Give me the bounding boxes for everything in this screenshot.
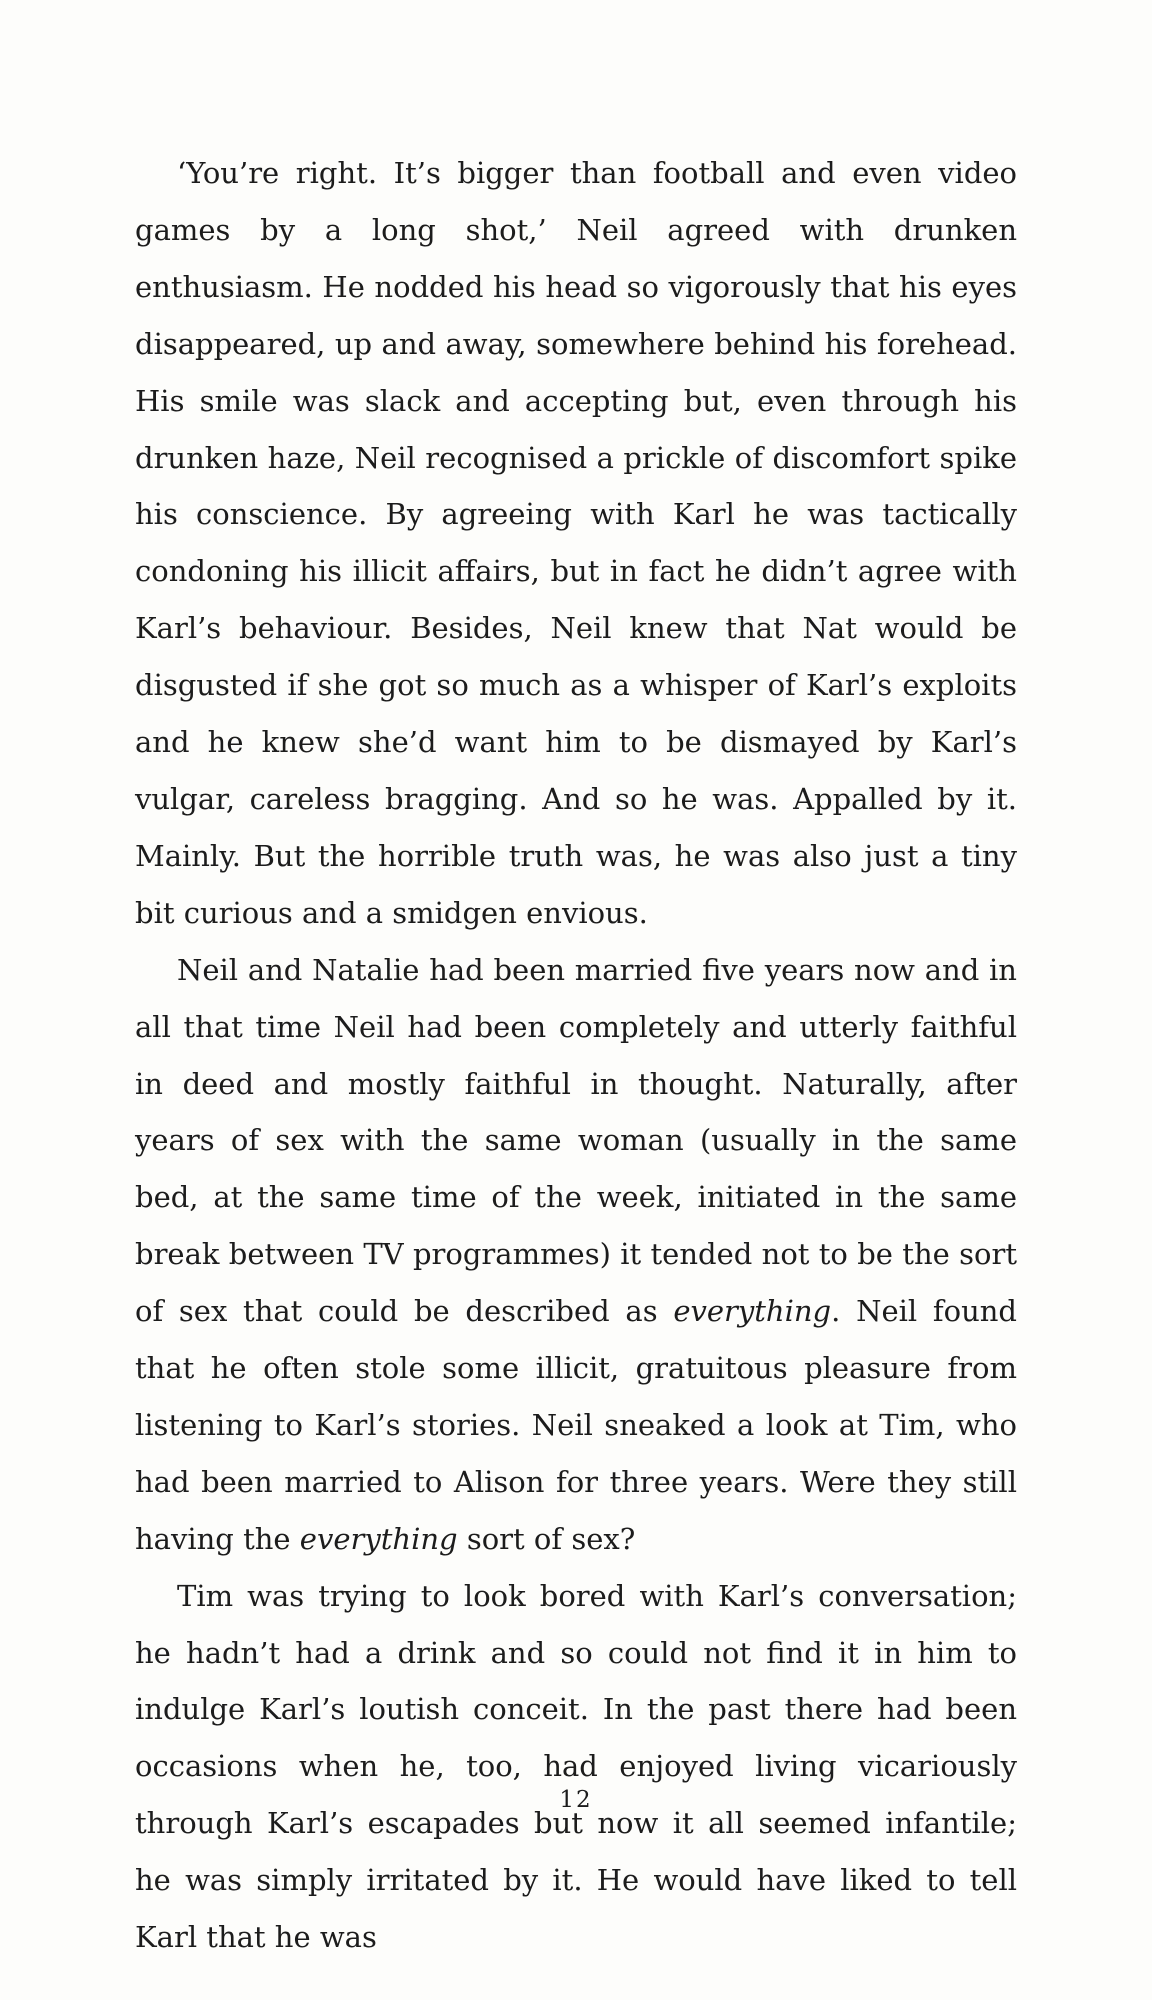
paragraph-2-text-c: sort of sex? xyxy=(457,1521,636,1556)
page-body xyxy=(135,145,1017,1966)
paragraph-3 xyxy=(135,1568,1017,1966)
paragraph-3-text: Tim was trying to look bored with Karl’s conversation; he hadn’t had a drink and so could not find it in him to indulge Karl’s loutish conceit. In the past there had been occasions when he, too, had enjoyed living vicariously through Karl’s escapades but now it all seemed infantile; he was simply irritated by it. He would have liked to tell Karl that he was xyxy=(135,1578,1017,1955)
paragraph-2-italic-everything-2: everything xyxy=(299,1521,458,1556)
page-number: 12 xyxy=(559,1787,593,1813)
paragraph-1-text: ‘You’re right. It’s bigger than football and even video games by a long shot,’ Neil agreed with drunken enthusiasm. He nodded his head so vigorously that his eyes disappeared, up and away, somewhere behind his forehead. His smile was slack and accepting but, even through his drunken haze, Neil recognised a prickle of discomfort spike his conscience. By agreeing with Karl he was tactically condoning his illicit affairs, but in fact he didn’t agree with Karl’s behaviour. Besides, Neil knew that Nat would be disgusted if she got so much as a whisper of Karl’s exploits and he knew she’d want him to be dismayed by Karl’s vulgar, careless bragging. And so he was. Appalled by it. Mainly. But the horrible truth was, he was also just a tiny bit curious and a smidgen envious. xyxy=(135,156,1017,930)
paragraph-2 xyxy=(135,942,1017,1568)
paragraph-2-text-a: Neil and Natalie had been married five years now and in all that time Neil had been completely and utterly faithful in deed and mostly faithful in thought. Naturally, after years of sex with the same woman (usually in the same bed, at the same time of the week, initiated in the same break between TV programmes) it tended not to be the sort of sex that could be described as xyxy=(135,952,1017,1329)
paragraph-2-text-b: . Neil found that he often stole some illicit, gratuitous pleasure from listening to Karl’s stories. Neil sneaked a look at Tim, who had been married to Alison for three years. Were they still having the xyxy=(135,1294,1017,1556)
paragraph-2-italic-everything-1: everything xyxy=(673,1294,832,1329)
paragraph-1 xyxy=(135,145,1017,942)
